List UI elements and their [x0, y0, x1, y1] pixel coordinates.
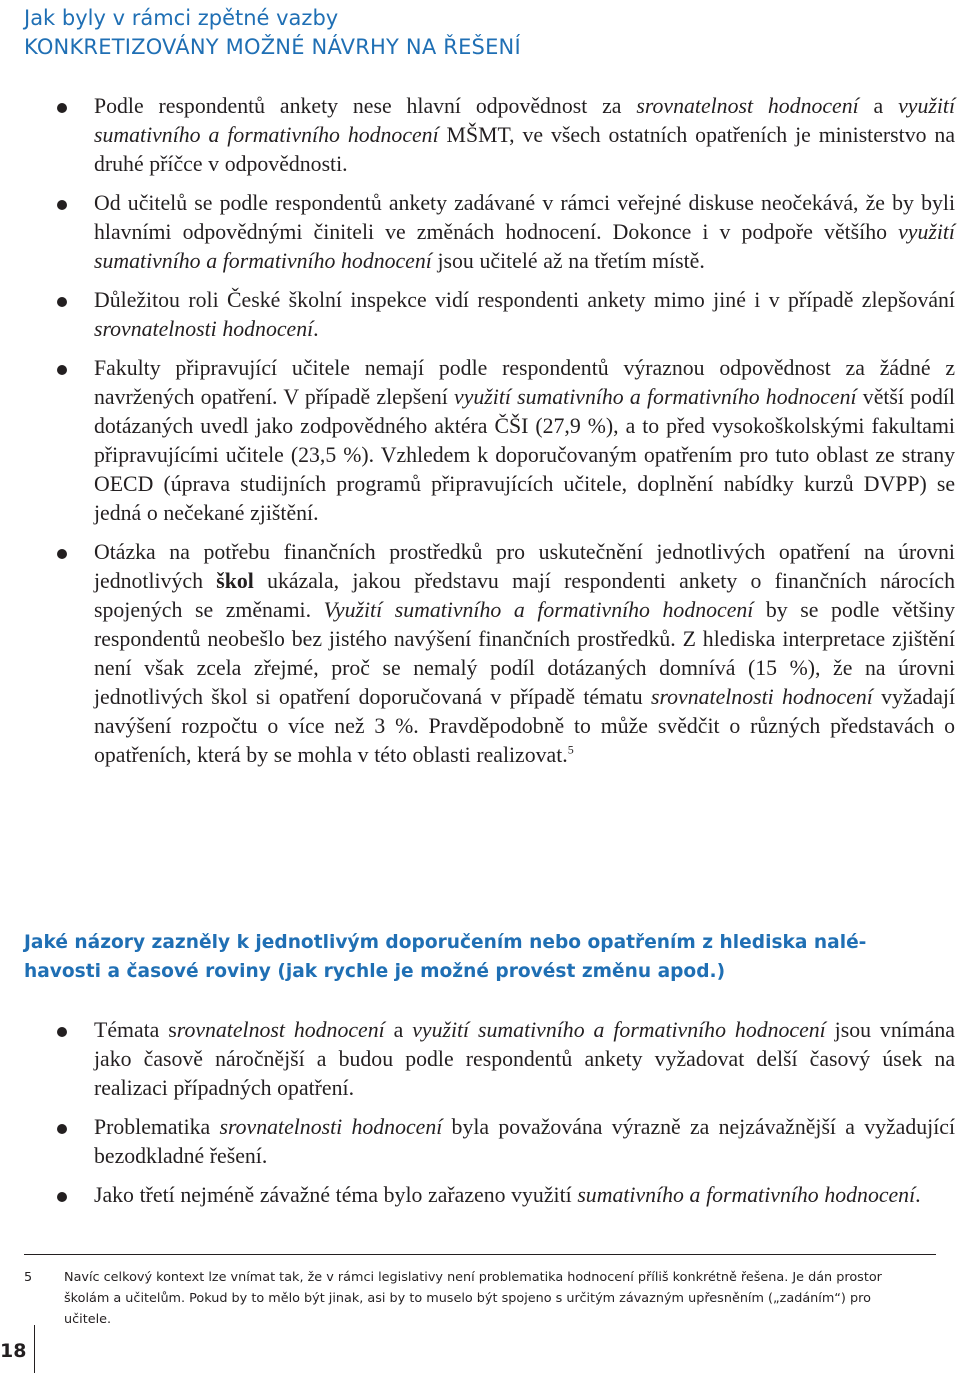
list-item-text: Témata srovnatelnost hodnocení a využití sumativního a formativního hodnocení jsou vnímána jako časově náročnější a budou podle respondentů ankety vyžadovat delší časový úsek na realizaci případných opatření. — [94, 1018, 955, 1100]
list-item-text: Důležitou roli České školní inspekce vidí respondenti ankety mimo jiné i v případě zlepšování srovnatelnosti hodnocení. — [94, 288, 955, 341]
list-item-text: Jako třetí nejméně závažné téma bylo zařazeno využití sumativního a formativního hodnocení. — [94, 1183, 921, 1207]
list-item — [0, 189, 960, 276]
list-item-text: Otázka na potřebu finančních prostředků pro uskutečnění jednotlivých opatření na úrovni jednotlivých škol ukázala, jakou představu mají respondenti ankety o finančních nárocích spojených se změnami. Využití sumativního a formativního hodnocení by se podle většiny respondentů neobešlo bez jistého navýšení finančních prostředků. Z hlediska interpretace zjištění není však zcela zřejmé, proč se nemalý podíl dotázaných domnívá (15 %), že na úrovni jednotlivých škol si opatření doporučovaná v případě tématu srovnatelnosti hodnocení vyžadají navýšení rozpočtu o více než 3 %. Pravděpodobně to může svědčit o různých představách o opatřeních, která by se mohla v této oblasti realizovat.$^5$ — [94, 540, 955, 767]
subsection-heading-line-2: havosti a časové roviny (jak rychle je možné provést změnu apod.) — [24, 961, 726, 982]
subsection-heading-line-1: Jaké názory zazněly k jednotlivým doporučením nebo opatřením z hlediska nalé- — [24, 932, 867, 953]
proposals-list — [0, 92, 960, 770]
bullet-icon — [57, 1192, 67, 1202]
section-heading-line-1: Jak byly v rámci zpětné vazby — [24, 6, 339, 30]
subsection-heading — [24, 928, 959, 986]
footnote-divider — [24, 1254, 936, 1255]
bullet-icon — [57, 297, 67, 307]
page-number: 18 — [0, 1340, 27, 1362]
list-item — [0, 1113, 960, 1171]
page-number-divider — [34, 1325, 35, 1373]
list-item — [0, 1181, 960, 1210]
footnote-reference: 5 — [567, 742, 574, 757]
list-item-text: Podle respondentů ankety nese hlavní odpovědnost za srovnatelnost hodnocení a využití sumativního a formativního hodnocení MŠMT, ve všech ostatních opatřeních je ministerstvo na druhé příčce v odpovědnosti. — [94, 94, 956, 176]
list-item — [0, 354, 960, 528]
list-item — [0, 538, 960, 770]
urgency-list — [0, 1016, 960, 1210]
bullet-icon — [57, 1124, 67, 1134]
bullet-icon — [57, 549, 67, 559]
list-item — [0, 92, 960, 179]
section-heading-line-2: KONKRETIZOVÁNY MOŽNÉ NÁVRHY NA ŘEŠENÍ — [24, 35, 521, 59]
list-item — [0, 286, 960, 344]
footnote-number: 5 — [24, 1270, 33, 1285]
section-heading — [24, 4, 944, 62]
bullet-icon — [57, 365, 67, 375]
bullet-icon — [57, 200, 67, 210]
footnote-text: Navíc celkový kontext lze vnímat tak, že v rámci legislativy není problematika hodnocení příliš konkrétně řešena. Je dán prostor školám a učitelům. Pokud by to mělo být jinak, asi by to muselo být spojeno s určitým závazným upřesněním („zadáním“) pro učitele. — [64, 1270, 882, 1327]
footnote — [24, 1267, 954, 1330]
list-item-text: Problematika srovnatelnosti hodnocení byla považována výrazně za nejzávažnější a vyžadující bezodkladné řešení. — [94, 1115, 955, 1168]
list-item-text: Fakulty připravující učitele nemají podle respondentů výraznou odpovědnost za žádné z navržených opatření. V případě zlepšení využití sumativního a formativního hodnocení větší podíl dotázaných uvedl jako zodpovědného aktéra ČŠI (27,9 %), a to před vysokoškolskými fakultami připravujícími učitele (23,5 %). Vzhledem k doporučovaným opatřením pro tuto oblast ze strany OECD (úprava studijních programů připravujících učitele, doplnění nabídky kurzů DVPP) se jedná o nečekané zjištění. — [94, 356, 955, 525]
bullet-icon — [57, 1027, 67, 1037]
list-item — [0, 1016, 960, 1103]
list-item-text: Od učitelů se podle respondentů ankety zadávané v rámci veřejné diskuse neočekává, že by byli hlavními odpovědnými činiteli ve změnách hodnocení. Dokonce i v podpoře většího využití sumativního a formativního hodnocení jsou učitelé až na třetím místě. — [94, 191, 955, 273]
bullet-icon — [57, 103, 67, 113]
